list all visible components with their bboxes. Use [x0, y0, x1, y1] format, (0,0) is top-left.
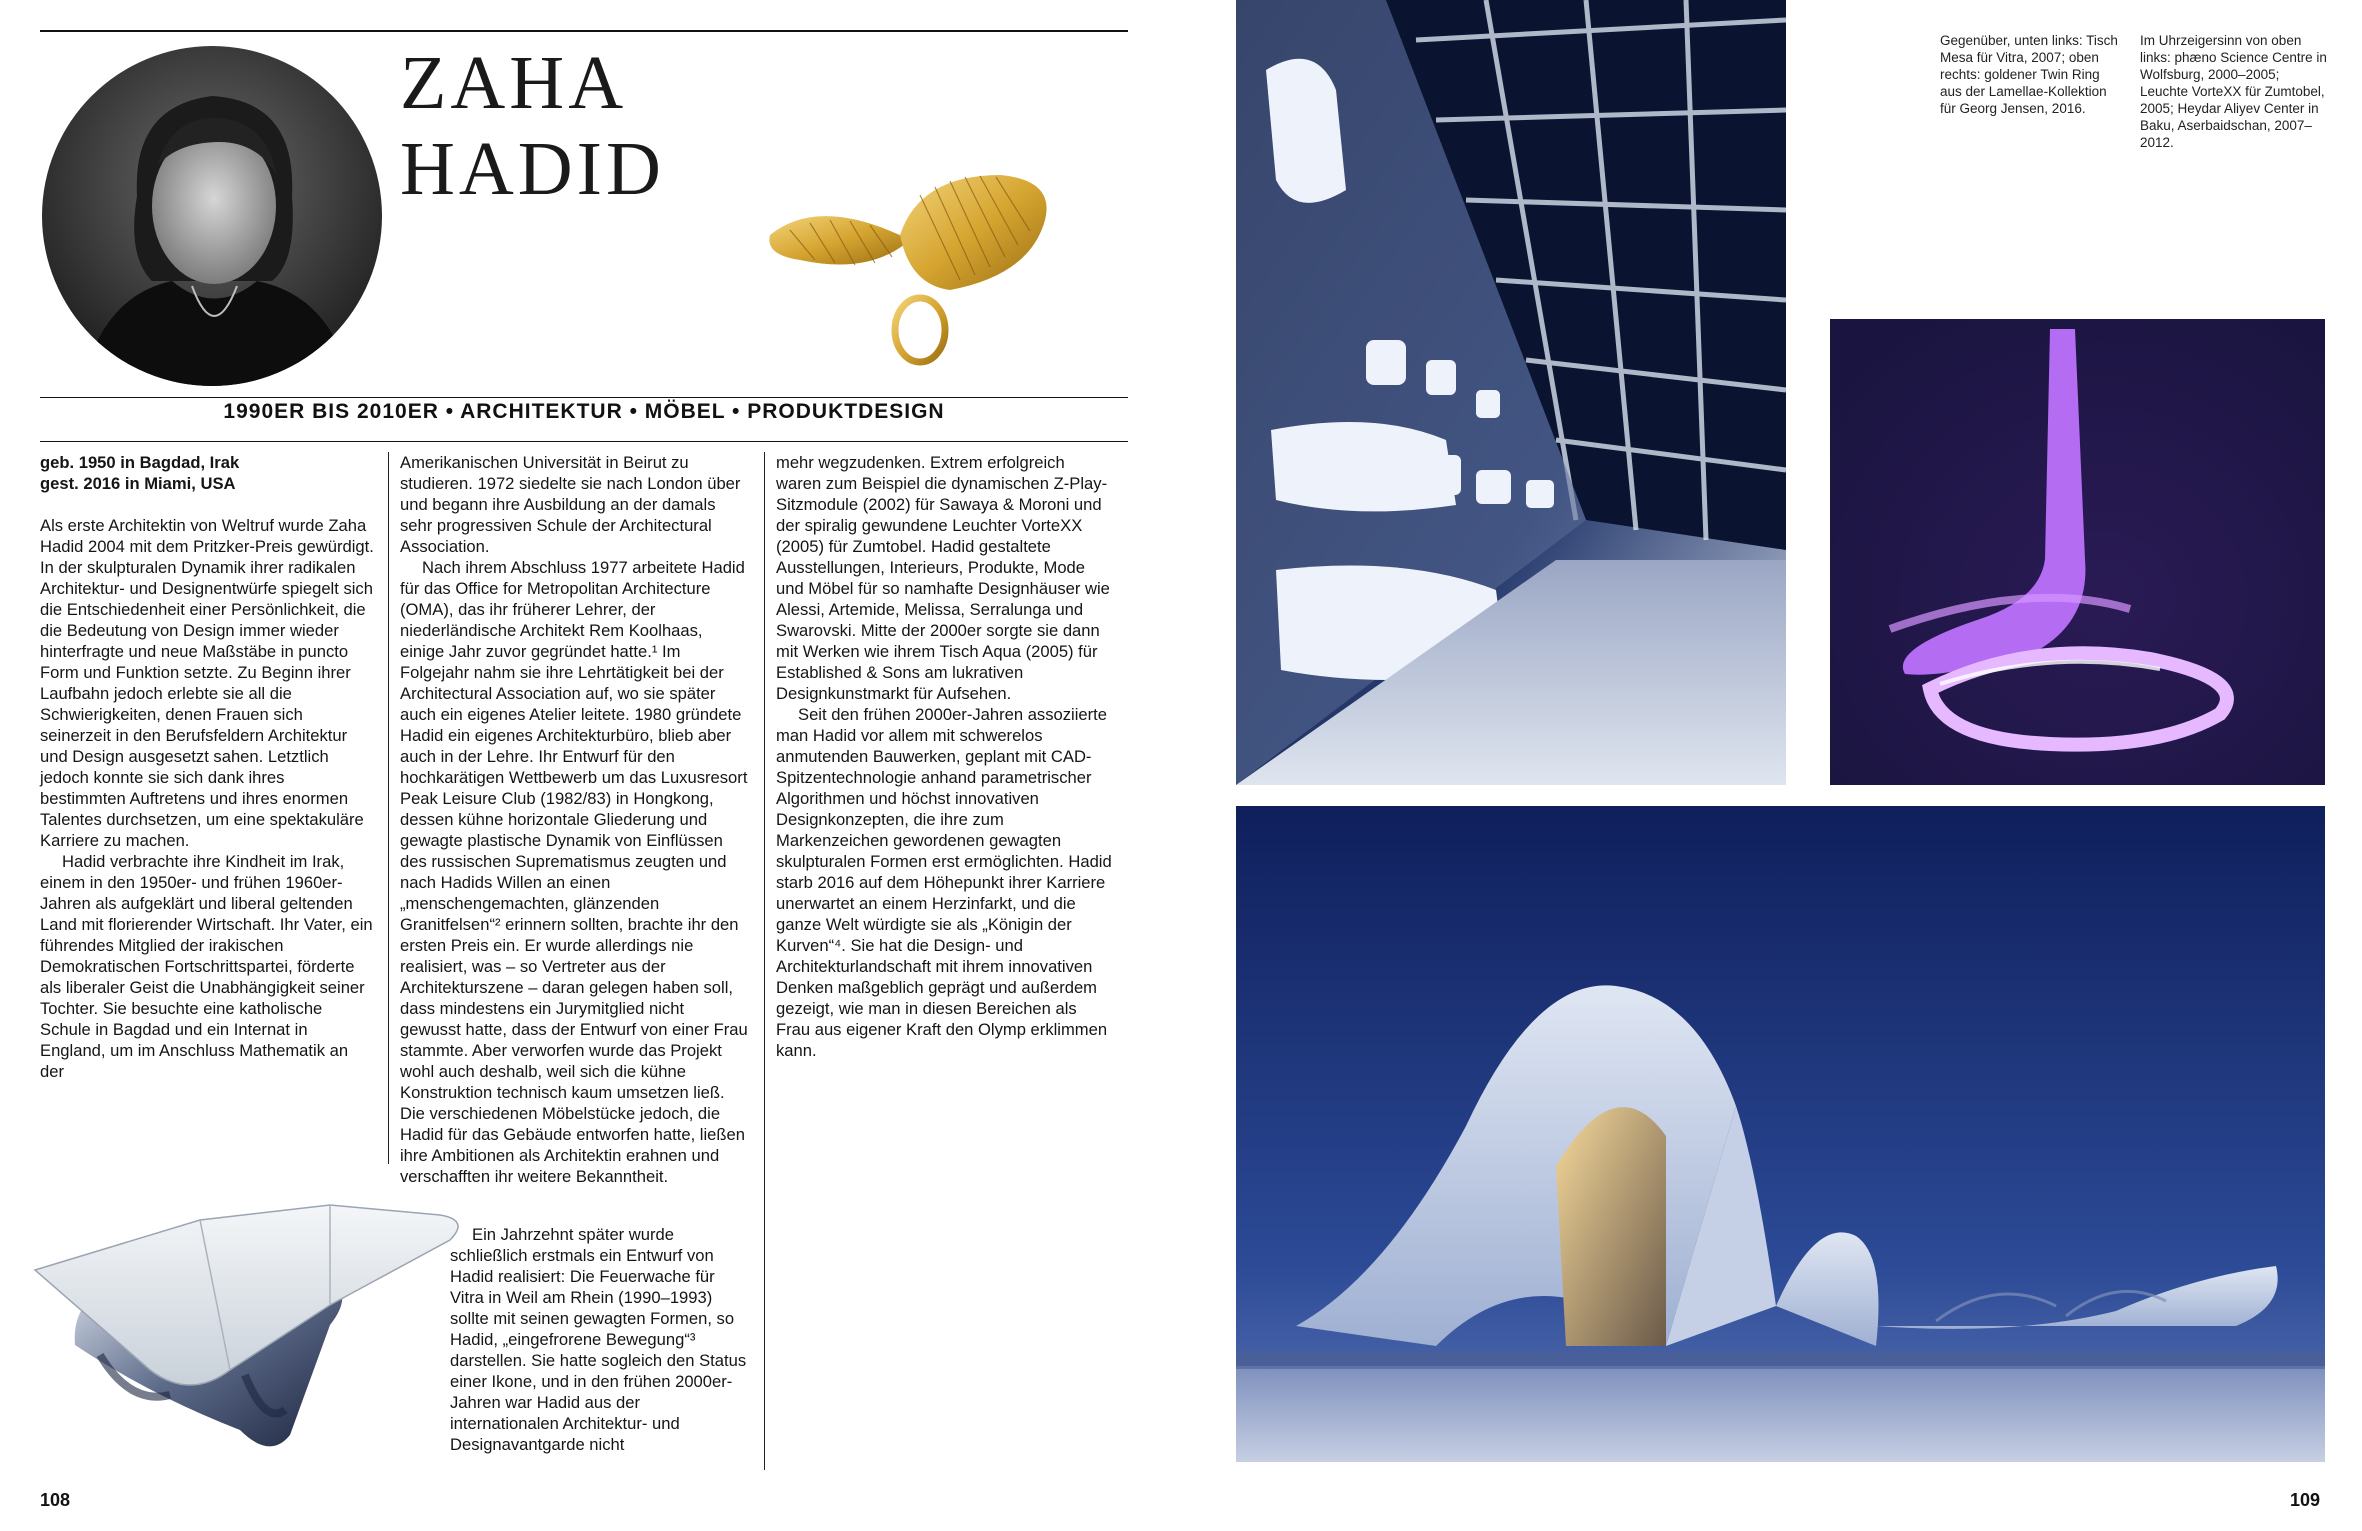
paragraph: Nach ihrem Abschluss 1977 arbeitete Hadid für das Office for Metropolitan Architecture (OMA), das ihr früherer Lehrer, der niederländische Architekt Rem Koolhaas, einige Jahr zuvor gegründet hatte.¹ Im Folgejahr nahm sie ihre Lehrtätigkeit bei der Architectural Association auf, wo sie später auch ein eigenes Atelier leitete. 1980 gründete Hadid ein eigenes Architekturbüro, blieb aber auch in der Lehre. Ihr Entwurf für den hochkarätigen Wettbewerb um das Luxusresort Peak Leisure Club (1982/83) in Hongkong, dessen kühne horizontale Gliederung und gewagte plastische Dynamik von Einflüssen des russischen Suprematismus zeugten und nach Hadids Willen an einen „menschengemachten, glänzenden Granitfelsen“² erinnern sollten, brachte ihr den ersten Preis ein. Er wurde allerdings nie realisiert, was – so Vertreter aus der Architekturszene – daran gelegen haben soll, dass mindestens ein Jurymitglied nicht gewusst hatte, dass der Entwurf von einer Frau stammte. Aber verworfen wurde das Projekt wohl auch deshalb, weil sich die kühne Konstruktion technisch kaum umsetzen ließ. Die verschiedenen Möbelstücke jedoch, die Hadid für das Gebäude entworfen hatte, ließen ihre Ambitionen als Architektin erahnen und verschafften ihr weitere Bekanntheit.: [400, 558, 748, 1186]
paragraph: Amerikanischen Universität in Beirut zu studieren. 1972 siedelte sie nach London über und begann ihre Ausbildung an der damals sehr progressiven Schule der Architectural Association.: [400, 453, 741, 556]
text-column-2: [400, 452, 748, 1187]
phaeno-interior-photo: [1236, 0, 1786, 785]
caption-left: Gegenüber, unten links: Tisch Mesa für Vitra, 2007; oben rechts: goldener Twin Ring aus der Lamellae-Kollektion für Georg Jensen, 2016.: [1940, 33, 2118, 116]
era-band: 1990ER BIS 2010ER • ARCHITEKTUR • MÖBEL • PRODUKTDESIGN: [223, 400, 945, 423]
title-line-1: ZAHA: [400, 41, 628, 125]
paragraph: Als erste Architektin von Weltruf wurde Zaha Hadid 2004 mit dem Pritzker-Preis gewürdigt. In der skulpturalen Dynamik ihrer radikalen Architektur- und Designentwürfe spiegelt sich die Entschiedenheit einer Persönlichkeit, die die Bedeutung von Design immer wieder hinterfragte und neue Maßstäbe in puncto Form und Funktion setzte. Zu Beginn ihrer Laufbahn jedoch erlebte sie all die Schwierigkeiten, denen Frauen sich seinerzeit in den Berufsfeldern Architektur und Design ausgesetzt sahen. Letztlich jedoch konnte sie sich dank ihres bestimmten Auftretens und ihres enormen Talentes durchsetzen, um eine spektakuläre Karriere zu machen.: [40, 516, 374, 850]
page-title: [400, 40, 665, 212]
paragraph: Hadid verbrachte ihre Kindheit im Irak, einem in den 1950er- und frühen 1960er-Jahren als aufgeklärt und liberal geltenden Land mit florierender Wirtschaft. Ihr Vater, ein führendes Mitglied der irakischen Demokratischen Fortschrittspartei, förderte als liberaler Geist die Unabhängigkeit seiner Tochter. Sie besuchte eine katholische Schule in Bagdad und ein Internat in England, um im Anschluss Mathematik an der: [40, 852, 373, 1081]
death-info: gest. 2016 in Miami, USA: [40, 474, 236, 493]
heydar-aliyev-center-photo: [1236, 806, 2325, 1462]
portrait-photo: [42, 46, 382, 386]
mesa-table-photo: [30, 1195, 500, 1475]
birth-info: geb. 1950 in Bagdad, Irak: [40, 453, 240, 472]
caption-right: Im Uhrzeigersinn von oben links: phæno Science Centre in Wolfsburg, 2000–2005; Leuchte VorteXX für Zumtobel, 2005; Heydar Aliyev Center in Baku, Aserbaidschan, 2007–2012.: [2140, 33, 2327, 150]
text-column-1: [40, 452, 374, 1082]
title-line-2: HADID: [400, 127, 665, 211]
paragraph: Ein Jahrzehnt später wurde schließlich erstmals ein Entwurf von Hadid realisiert: Die Feuerwache für Vitra in Weil am Rhein (1990–1993) sollte mit seinen gewagten Formen, so Hadid, „eingefrorene Bewegung“³ darstellen. Sie hatte sogleich den Status einer Ikone, und in den frühen 2000er-Jahren war Hadid aus der internationalen Architektur- und Designavantgarde nicht: [450, 1225, 747, 1454]
page-number-right: 109: [2290, 1490, 2321, 1510]
gold-ring-photo: [760, 165, 1060, 370]
text-column-3: [776, 452, 1112, 1061]
vortexx-lamp-photo: [1830, 319, 2325, 785]
paragraph: Seit den frühen 2000er-Jahren assoziierte man Hadid vor allem mit schwerelos anmutenden Bauwerken, geplant mit CAD-Spitzentechnologie anhand parametrischer Algorithmen und höchst innovativen Designkonzepten, die ihre zum Markenzeichen gewordenen gewagten skulpturalen Formen erst ermöglichten. Hadid starb 2016 auf dem Höhepunkt ihrer Karriere unerwartet an einem Herzinfarkt, und die ganze Welt würdigte sie als „Königin der Kurven“⁴. Sie hat die Design- und Architekturlandschaft mit ihrem innovativen Denken maßgeblich geprägt und außerdem gezeigt, wie man in diesen Bereichen als Frau aus eigener Kraft den Olymp erklimmen kann.: [776, 705, 1112, 1060]
page-number-left: 108: [40, 1490, 71, 1510]
paragraph: mehr wegzudenken. Extrem erfolgreich waren zum Beispiel die dynamischen Z-Play-Sitzmodule (2002) für Sawaya & Moroni und der spiralig gewundene Leuchter VorteXX (2005) für Zumtobel. Hadid gestaltete Ausstellungen, Interieurs, Produkte, Mode und Möbel für so namhafte Designhäuser wie Alessi, Artemide, Melissa, Serralunga und Swarovski. Mitte der 2000er sorgte sie dann mit Werken wie ihrem Tisch Aqua (2005) für Established & Sons am lukrativen Designkunstmarkt für Aufsehen.: [776, 453, 1110, 703]
